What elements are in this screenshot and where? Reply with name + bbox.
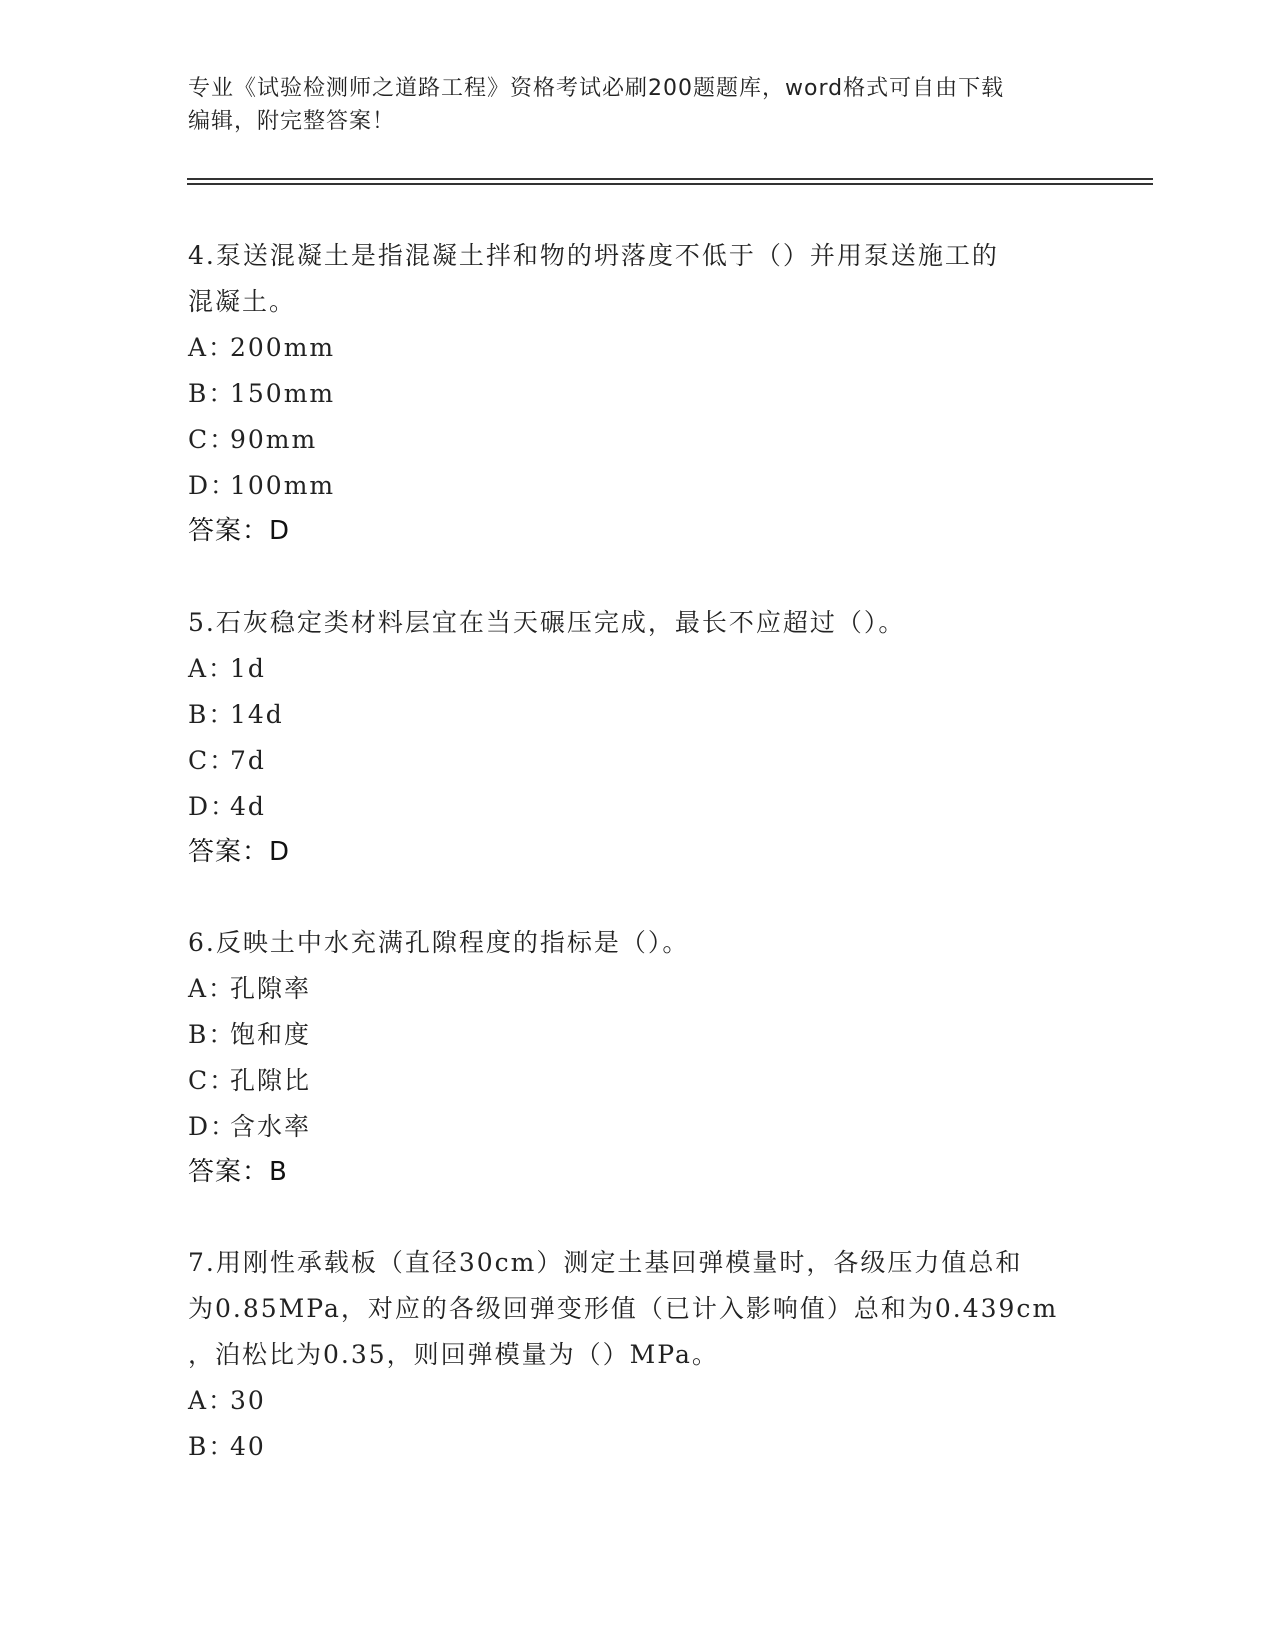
option-text: 含水率: [230, 1112, 312, 1141]
question-stem-line: ，泊松比为0.35，则回弹模量为（）MPa。: [188, 1340, 719, 1369]
header-line-1: 专业《试验检测师之道路工程》资格考试必刷200题题库，word格式可自由下载: [188, 76, 1005, 101]
option-a: [188, 325, 1088, 371]
option-text: 7d: [230, 746, 266, 775]
option-text: 150mm: [230, 379, 336, 408]
option-letter: C：: [188, 746, 237, 775]
option-d: [188, 463, 1088, 509]
question-7: [188, 1240, 1088, 1470]
option-text: 饱和度: [230, 1020, 312, 1049]
option-text: 90mm: [230, 425, 318, 454]
option-letter: A：: [188, 1386, 236, 1415]
option-c: [188, 1058, 1088, 1104]
question-stem: [188, 233, 1088, 325]
option-c: [188, 738, 1088, 784]
option-b: [188, 1424, 1088, 1470]
question-stem-line: 5.石灰稳定类材料层宜在当天碾压完成，最长不应超过（）。: [188, 608, 906, 637]
option-b: [188, 692, 1088, 738]
option-d: [188, 1104, 1088, 1150]
answer-line: 答案：B: [188, 1157, 288, 1187]
option-a: [188, 646, 1088, 692]
question-stem-line: 混凝土。: [188, 287, 297, 316]
option-letter: C：: [188, 1066, 237, 1095]
header-divider-top: [187, 178, 1153, 180]
question-stem-line: 为0.85MPa，对应的各级回弹变形值（已计入影响值）总和为0.439cm: [188, 1294, 1059, 1323]
option-letter: A：: [188, 333, 236, 362]
question-stem-line: 7.用刚性承载板（直径30cm）测定土基回弹模量时，各级压力值总和: [188, 1248, 1023, 1277]
option-letter: D：: [188, 1112, 238, 1141]
option-letter: C：: [188, 425, 237, 454]
option-text: 30: [230, 1386, 266, 1415]
question-stem: [188, 1240, 1088, 1378]
option-letter: A：: [188, 654, 236, 683]
option-text: 200mm: [230, 333, 336, 362]
question-stem-line: 4.泵送混凝土是指混凝土拌和物的坍落度不低于（）并用泵送施工的: [188, 241, 999, 270]
question-6: [188, 920, 1088, 1194]
answer-line: 答案：D: [188, 837, 291, 867]
option-text: 14d: [230, 700, 284, 729]
option-text: 孔隙率: [230, 974, 312, 1003]
option-letter: B：: [188, 1432, 236, 1461]
option-a: [188, 1378, 1088, 1424]
document-header: [188, 72, 1088, 138]
option-b: [188, 371, 1088, 417]
option-text: 1d: [230, 654, 266, 683]
answer-line: 答案：D: [188, 516, 291, 546]
option-text: 4d: [230, 792, 266, 821]
question-4: [188, 233, 1088, 553]
question-stem: [188, 920, 1088, 966]
question-5: [188, 600, 1088, 874]
header-line-2: 编辑，附完整答案！: [188, 109, 396, 134]
option-letter: B：: [188, 700, 236, 729]
option-text: 孔隙比: [230, 1066, 312, 1095]
option-letter: B：: [188, 379, 236, 408]
option-b: [188, 1012, 1088, 1058]
option-text: 40: [230, 1432, 266, 1461]
question-stem: [188, 600, 1088, 646]
option-a: [188, 966, 1088, 1012]
option-letter: D：: [188, 792, 238, 821]
option-letter: D：: [188, 471, 238, 500]
question-stem-line: 6.反映土中水充满孔隙程度的指标是（）。: [188, 928, 690, 957]
option-c: [188, 417, 1088, 463]
option-letter: B：: [188, 1020, 236, 1049]
option-d: [188, 784, 1088, 830]
header-divider-bottom: [187, 183, 1153, 185]
option-letter: A：: [188, 974, 236, 1003]
option-text: 100mm: [230, 471, 336, 500]
